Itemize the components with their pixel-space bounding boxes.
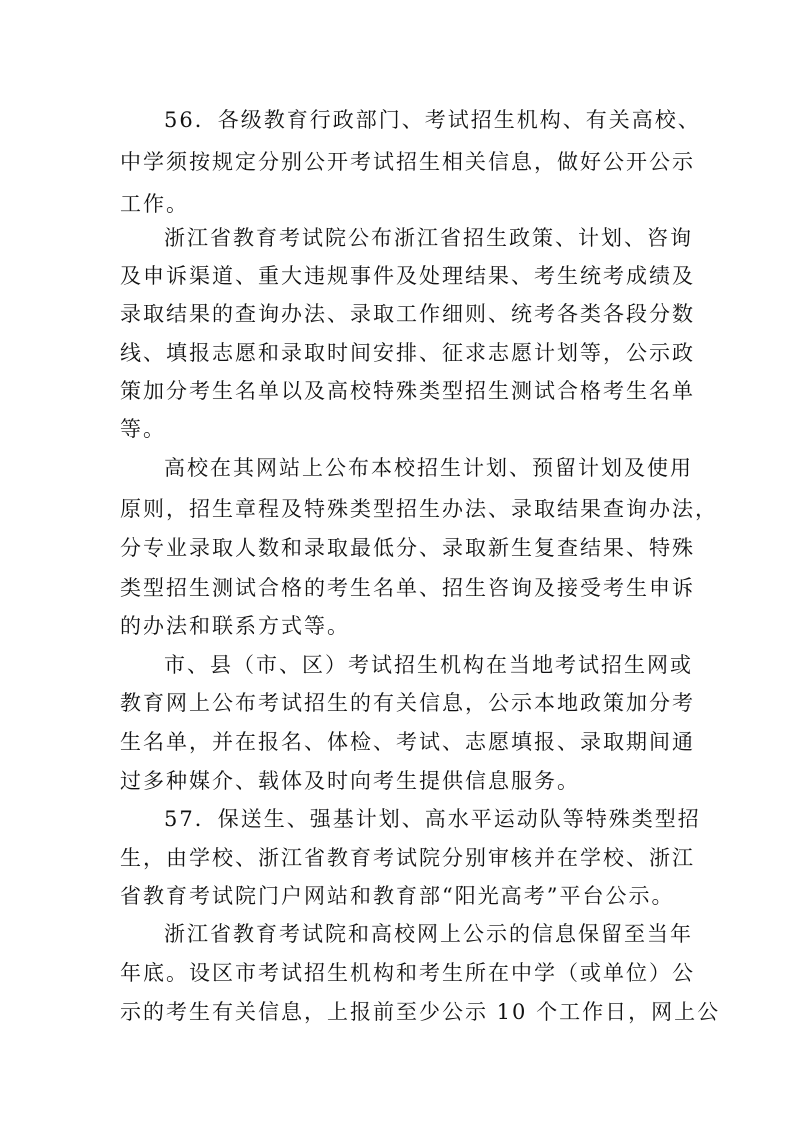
text-line-20: 生，由学校、浙江省教育考试院分别审核并在学校、浙江 [120, 846, 695, 870]
text-line-5: 及申诉渠道、重大违规事件及处理结果、考生统考成绩及 [120, 264, 695, 288]
text-line-7: 线、填报志愿和录取时间安排、征求志愿计划等，公示政 [120, 341, 695, 365]
text-line-11: 原则，招生章程及特殊类型招生办法、录取结果查询办法， [120, 497, 718, 521]
text-line-13: 类型招生测试合格的考生名单、招生咨询及接受考生申诉 [120, 576, 695, 600]
text-line-6: 录取结果的查询办法、录取工作细则、统考各类各段分数 [120, 302, 695, 326]
text-line-21: 省教育考试院门户网站和教育部“阳光高考”平台公示。 [120, 884, 675, 908]
text-line-18: 过多种媒介、载体及时向考生提供信息服务。 [120, 769, 580, 793]
text-line-16: 教育网上公布考试招生的有关信息，公示本地政策加分考 [120, 691, 695, 715]
text-line-9: 等。 [120, 417, 166, 441]
text-line-24: 示的考生有关信息，上报前至少公示 10 个工作日，网上公 [120, 1000, 721, 1024]
text-line-10: 高校在其网站上公布本校招生计划、预留计划及使用 [164, 456, 693, 480]
text-line-19: 57．保送生、强基计划、高水平运动队等特殊类型招 [164, 807, 701, 831]
text-line-17: 生名单，并在报名、体检、考试、志愿填报、录取期间通 [120, 730, 695, 754]
text-line-22: 浙江省教育考试院和高校网上公示的信息保留至当年 [164, 922, 693, 946]
text-line-2: 中学须按规定分别公开考试招生相关信息，做好公开公示 [120, 150, 695, 174]
text-line-15: 市、县（市、区）考试招生机构在当地考试招生网或 [164, 653, 693, 677]
text-line-3: 工作。 [120, 192, 189, 216]
text-line-14: 的办法和联系方式等。 [120, 614, 350, 638]
text-line-12: 分专业录取人数和录取最低分、录取新生复查结果、特殊 [120, 536, 695, 560]
text-line-4: 浙江省教育考试院公布浙江省招生政策、计划、咨询 [164, 226, 693, 250]
text-line-1: 56．各级教育行政部门、考试招生机构、有关高校、 [164, 108, 701, 132]
text-line-23: 年底。设区市考试招生机构和考生所在中学（或单位）公 [120, 961, 695, 985]
text-line-8: 策加分考生名单以及高校特殊类型招生测试合格考生名单 [120, 379, 695, 403]
